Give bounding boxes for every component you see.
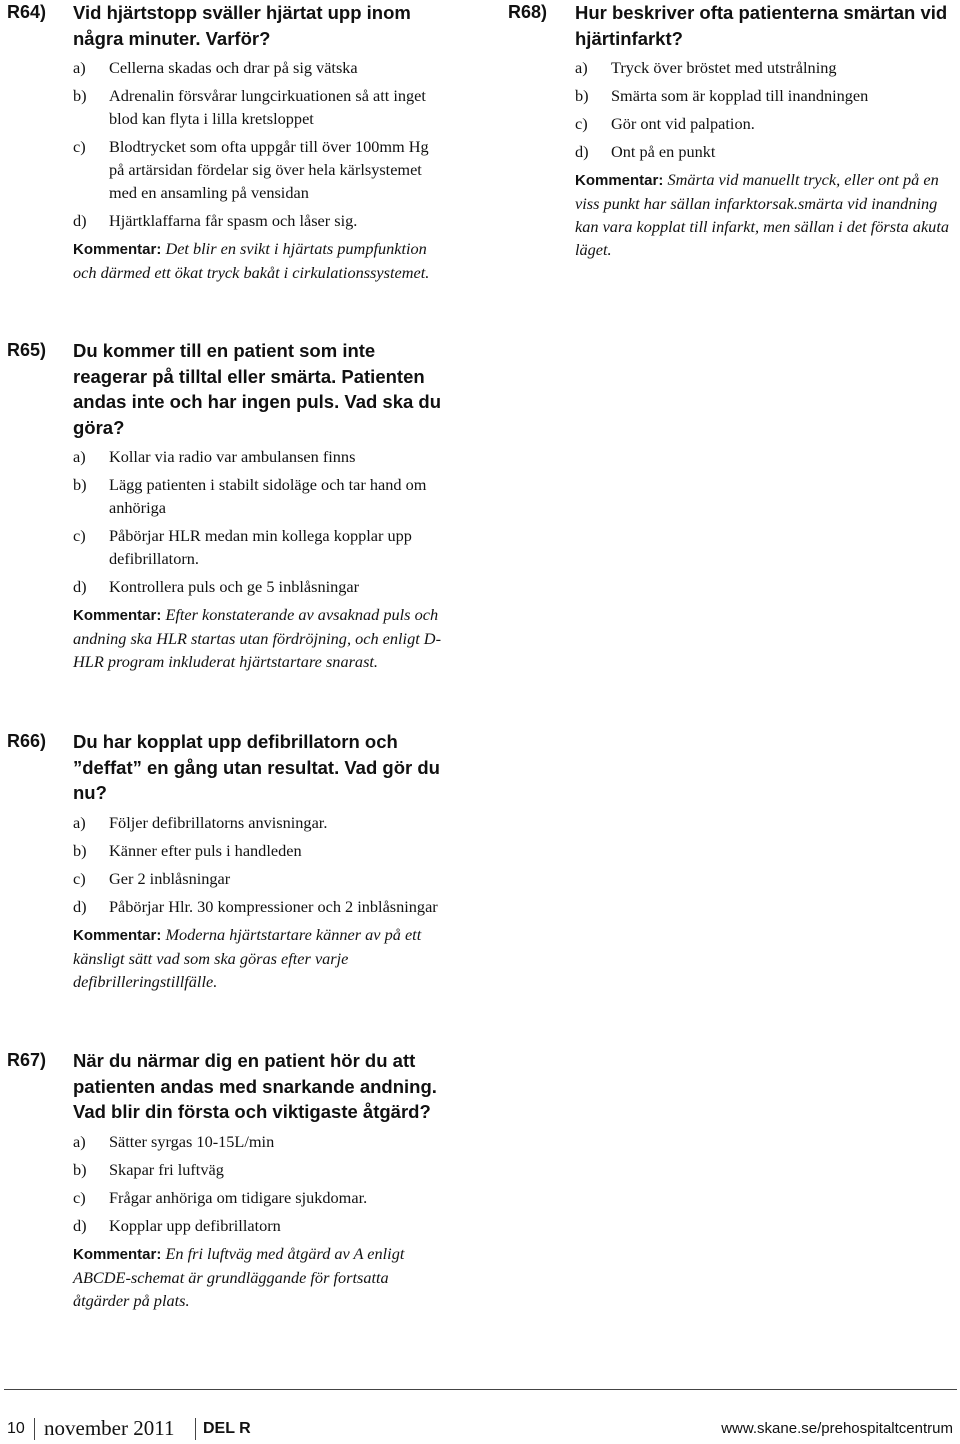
answer-option xyxy=(73,1130,445,1153)
option-text: Påbörjar Hlr. 30 kompressioner och 2 inblåsningar xyxy=(109,896,438,916)
option-text: Känner efter puls i handleden xyxy=(109,840,302,860)
comment xyxy=(73,1242,445,1312)
option-letter: a) xyxy=(73,447,86,466)
footer-separator xyxy=(195,1418,196,1440)
option-letter: c) xyxy=(73,868,86,888)
option-letter: d) xyxy=(575,142,589,161)
option-letter: b) xyxy=(73,86,87,105)
option-text: Hjärtklaffarna får spasm och låser sig. xyxy=(109,211,358,230)
comment xyxy=(73,923,445,993)
page-number: 10 xyxy=(7,1420,25,1437)
option-text: Adrenalin försvårar lungcirkuationen så att inget blod kan flyta i lilla kretsloppet xyxy=(109,86,426,128)
question-title: Vid hjärtstopp sväller hjärtat upp inom några minuter. Varför? xyxy=(73,2,411,49)
comment-text: Efter konstaterande av avsaknad puls och andning ska HLR startas utan fördröjning, och enligt D-HLR program inkluderat hjärtstartare snarast. xyxy=(73,605,441,671)
answer-option xyxy=(73,1186,445,1209)
answer-option xyxy=(73,1158,445,1181)
option-letter: c) xyxy=(73,526,86,545)
option-text: Skapar fri luftväg xyxy=(109,1159,224,1179)
option-letter: c) xyxy=(73,1187,86,1207)
answer-option xyxy=(73,135,445,204)
footer-date: november 2011 xyxy=(44,1416,175,1440)
comment-label: Kommentar: xyxy=(73,1245,162,1263)
question-number: R66) xyxy=(7,731,47,751)
option-letter: b) xyxy=(73,1159,87,1179)
option-text: Kontrollera puls och ge 5 inblåsningar xyxy=(109,577,360,596)
comment-text: Smärta vid manuellt tryck, eller ont på en viss punkt har sällan infarktorsak.smärta vid inandning kan vara kopplat till infarkt, men sällan i det första akuta läget. xyxy=(575,170,949,259)
option-text: Ger 2 inblåsningar xyxy=(109,868,231,888)
answer-option xyxy=(73,524,445,570)
option-text: Ont på en punkt xyxy=(611,142,716,161)
question-number: R67) xyxy=(7,1050,47,1070)
option-letter: a) xyxy=(73,58,86,77)
option-text: Frågar anhöriga om tidigare sjukdomar. xyxy=(109,1187,368,1207)
question-title: Du kommer till en patient som inte reagerar på tilltal eller smärta. Patienten andas inte och har ingen puls. Vad ska du göra? xyxy=(73,340,442,438)
option-letter: d) xyxy=(73,1215,87,1235)
answer-option xyxy=(73,473,445,519)
footer-separator xyxy=(34,1418,35,1440)
comment-label: Kommentar: xyxy=(73,241,162,258)
comment-label: Kommentar: xyxy=(73,607,162,624)
option-text: Smärta som är kopplad till inandningen xyxy=(611,86,869,105)
option-letter: c) xyxy=(73,137,86,156)
option-text: Gör ont vid palpation. xyxy=(611,114,755,133)
question-number: R68) xyxy=(508,2,548,22)
option-letter: a) xyxy=(73,812,86,832)
answer-option xyxy=(73,209,445,232)
comment xyxy=(73,603,445,673)
footer-divider xyxy=(4,1389,957,1390)
option-text: Följer defibrillatorns anvisningar. xyxy=(109,812,328,832)
question-title: Du har kopplat upp defibrillatorn och ”deffat” en gång utan resultat. Vad gör du nu? xyxy=(73,731,440,803)
page-footer xyxy=(7,1416,953,1444)
answer-option xyxy=(73,445,445,468)
answer-option xyxy=(73,839,445,862)
answer-option xyxy=(73,56,445,79)
question-title: Hur beskriver ofta patienterna smärtan vid hjärtinfarkt? xyxy=(575,2,948,49)
question-number: R65) xyxy=(7,340,47,360)
option-letter: b) xyxy=(73,475,87,494)
option-text: Blodtrycket som ofta uppgår till över 100mm Hg på artärsidan fördelar sig över hela kärlsystemet med en ansamling på vensidan xyxy=(109,137,429,202)
option-text: Sätter syrgas 10-15L/min xyxy=(109,1131,275,1151)
comment-label: Kommentar: xyxy=(575,172,664,189)
option-letter: b) xyxy=(575,86,589,105)
option-letter: b) xyxy=(73,840,87,860)
option-text: Lägg patienten i stabilt sidoläge och tar hand om anhöriga xyxy=(109,475,427,517)
comment-text: Moderna hjärtstartare känner av på ett känsligt sätt vad som ska göras efter varje defibrilleringstillfälle. xyxy=(73,924,422,991)
option-letter: d) xyxy=(73,577,87,596)
answer-option xyxy=(73,895,445,918)
option-letter: d) xyxy=(73,896,87,916)
comment-text: En fri luftväg med åtgärd av A enligt ABCDE-schemat är grundläggande för fortsatta åtgärder på plats. xyxy=(73,1243,405,1310)
footer-url: www.skane.se/prehospitaltcentrum xyxy=(721,1420,953,1437)
option-text: Kollar via radio var ambulansen finns xyxy=(109,447,356,466)
footer-section: DEL R xyxy=(203,1420,251,1437)
option-text: Cellerna skadas och drar på sig vätska xyxy=(109,58,358,77)
option-letter: a) xyxy=(575,58,588,77)
option-text: Kopplar upp defibrillatorn xyxy=(109,1215,281,1235)
option-letter: c) xyxy=(575,114,588,133)
answer-option xyxy=(575,56,951,79)
option-text: Tryck över bröstet med utstrålning xyxy=(611,58,837,77)
answer-option xyxy=(73,1214,445,1237)
question-title: När du närmar dig en patient hör du att patienten andas med snarkande andning. Vad blir din första och viktigaste åtgärd? xyxy=(73,1050,437,1122)
answer-option xyxy=(575,84,951,107)
option-text: Påbörjar HLR medan min kollega kopplar upp defibrillatorn. xyxy=(109,526,412,568)
answer-option xyxy=(73,84,445,130)
comment xyxy=(73,237,445,284)
answer-option xyxy=(73,811,445,834)
comment xyxy=(575,168,951,261)
answer-option xyxy=(575,140,951,163)
option-letter: d) xyxy=(73,211,87,230)
comment-label: Kommentar: xyxy=(73,926,162,944)
answer-option xyxy=(73,867,445,890)
comment-text: Det blir en svikt i hjärtats pumpfunktion och därmed ett ökat tryck bakåt i cirkulationssystemet. xyxy=(73,239,430,282)
option-letter: a) xyxy=(73,1131,86,1151)
answer-option xyxy=(575,112,951,135)
question-number: R64) xyxy=(7,2,47,22)
answer-option xyxy=(73,575,445,598)
